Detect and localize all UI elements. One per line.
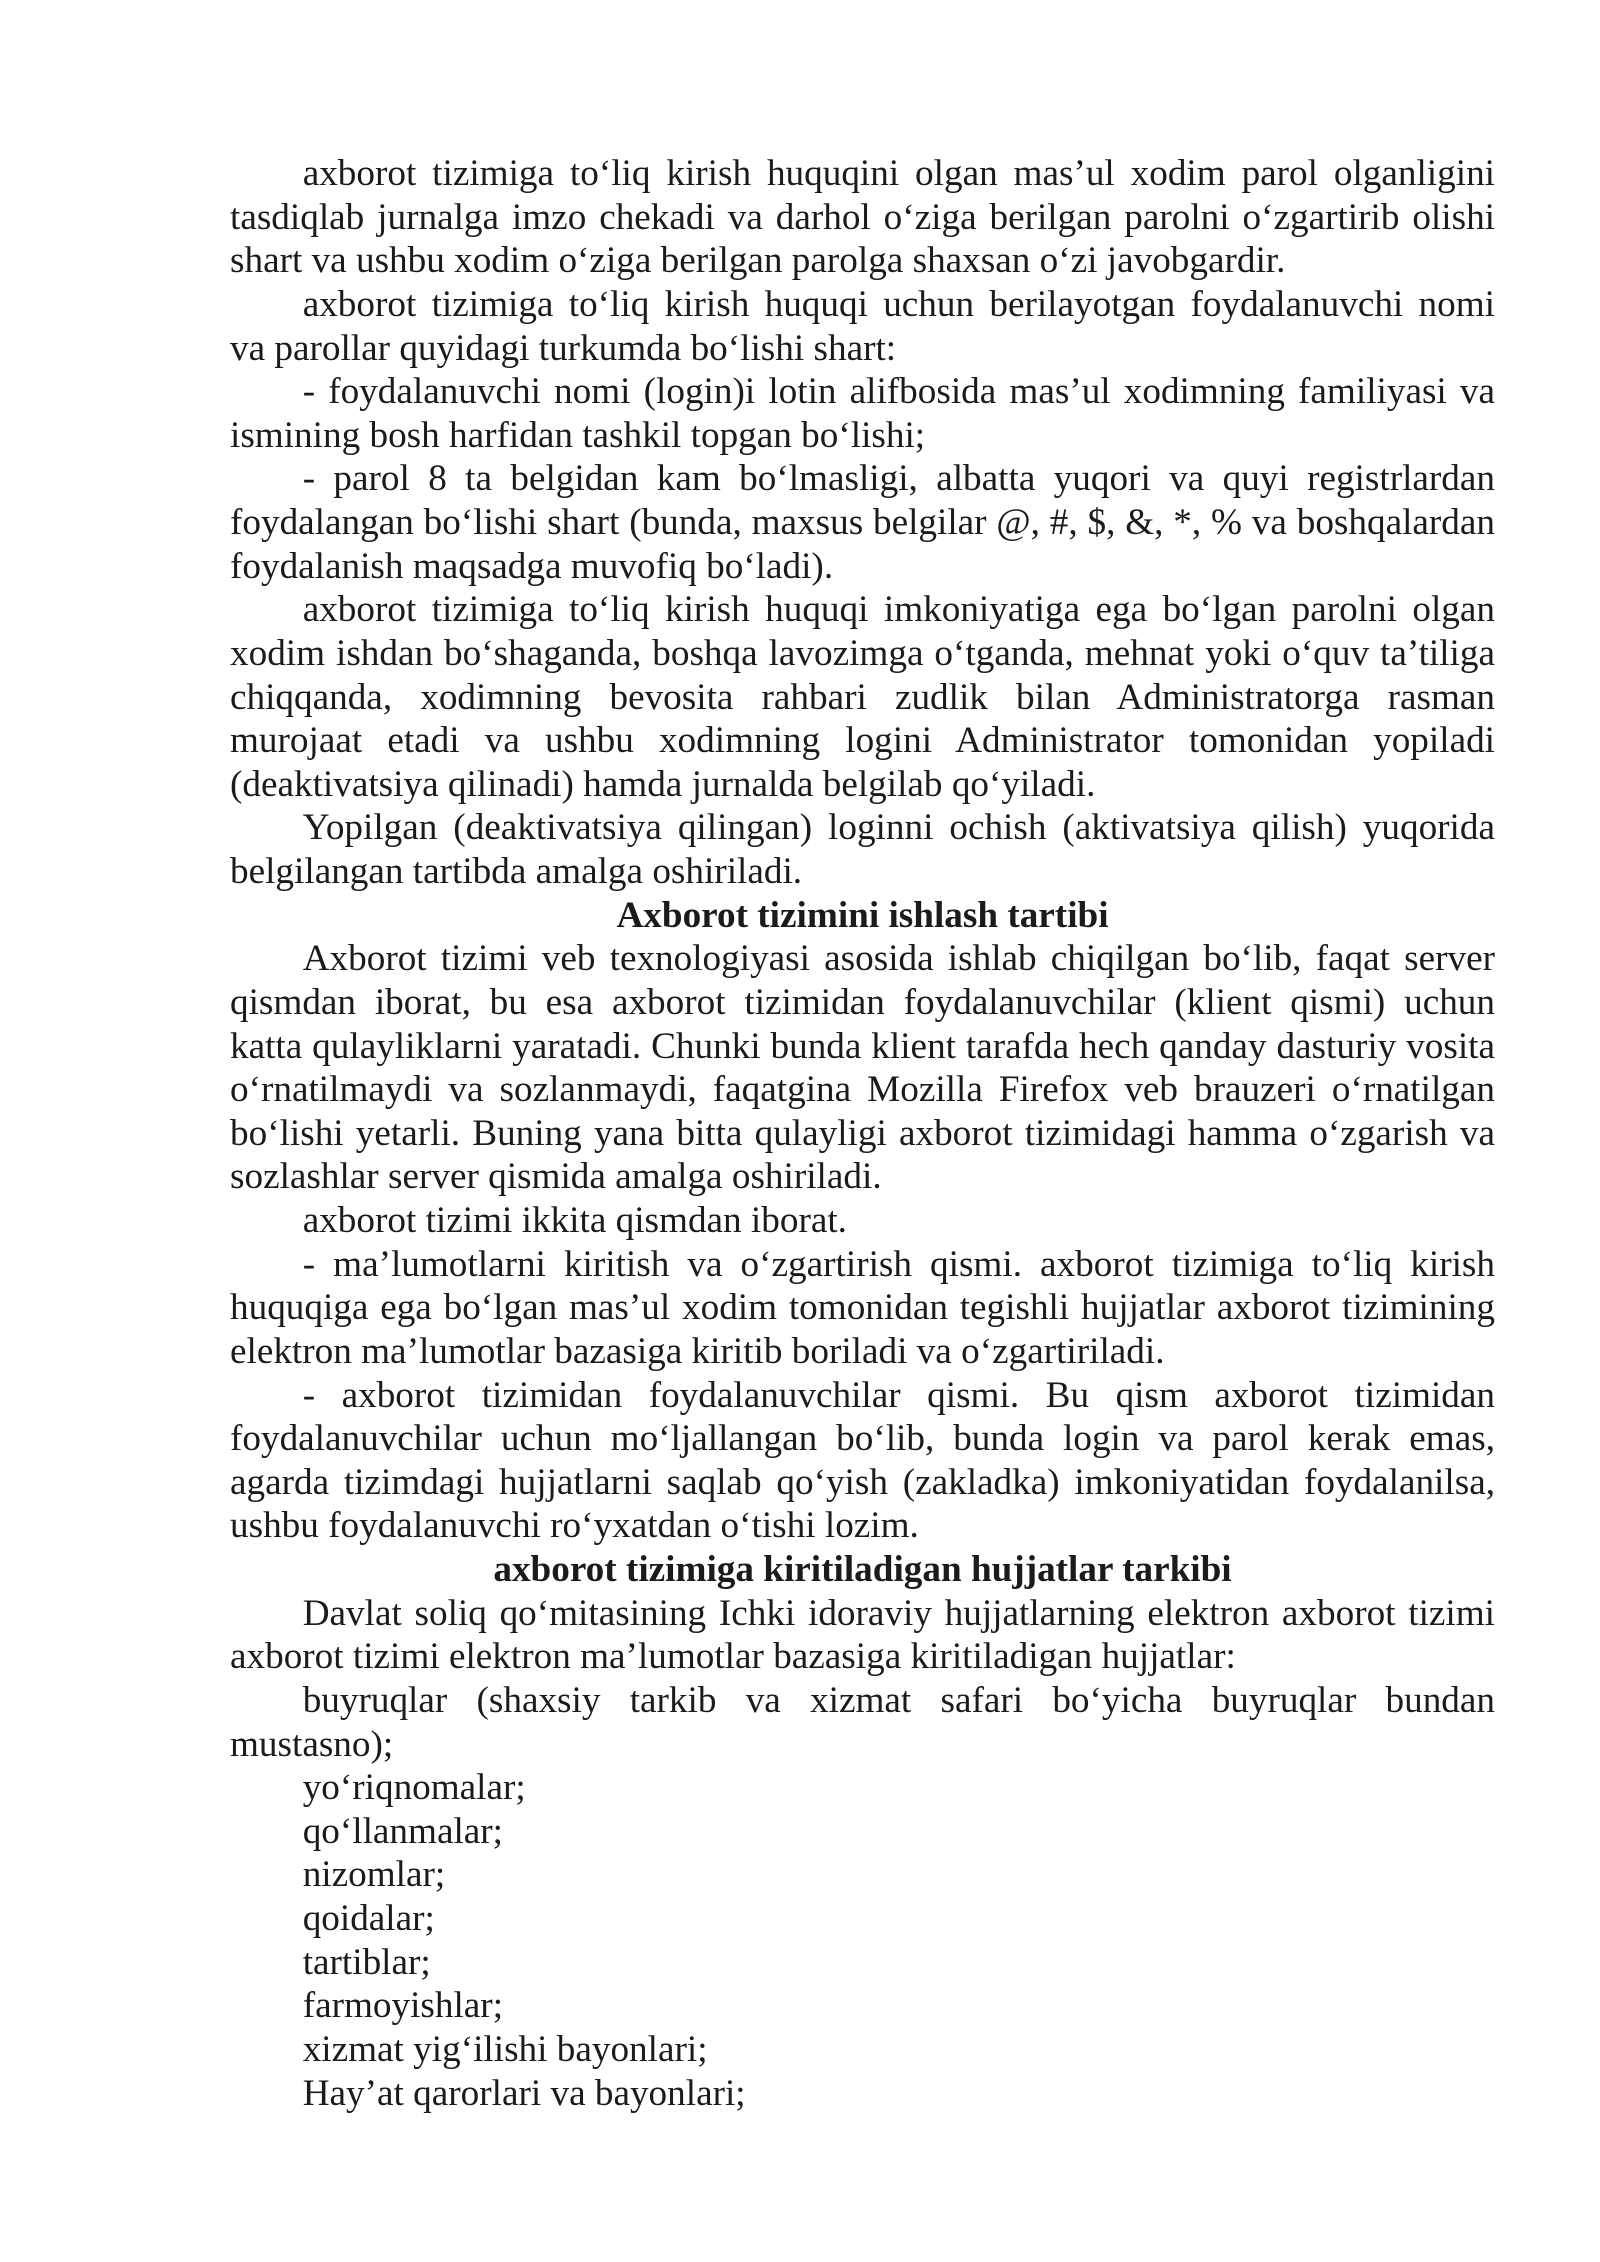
list-item: qo‘llanmalar; xyxy=(302,1810,504,1852)
text-line: foydalangan bo‘lishi shart (bunda, maxsus belgilar @, #, $, &, *, % va boshqalardan xyxy=(230,502,1495,543)
list-item: nizomlar; xyxy=(302,1854,446,1896)
text-line: huquqiga ega bo‘lgan mas’ul xodim tomonidan tegishli hujjatlar axborot tizimining xyxy=(230,1287,1495,1329)
text-line: foydalanish maqsadga muvofiq bo‘ladi). xyxy=(230,545,834,587)
text-line: sozlashlar server qismida amalga oshiriladi. xyxy=(230,1156,882,1198)
text-line: - parol 8 ta belgidan kam bo‘lmasligi, albatta yuqori va quyi registrlardan xyxy=(302,458,1495,500)
text-line: ushbu foydalanuvchi ro‘yxatdan o‘tishi lozim. xyxy=(230,1505,919,1547)
text-line: - ma’lumotlarni kiritish va o‘zgartirish qismi. axborot tizimiga to‘liq kirish xyxy=(302,1243,1495,1285)
dash-list-paragraph xyxy=(230,370,1495,457)
text-line: chiqqanda, xodimning bevosita rahbari zudlik bilan Administratorga rasman xyxy=(230,676,1495,718)
list-item: Hay’at qarorlari va bayonlari; xyxy=(302,2072,746,2114)
paragraph xyxy=(230,588,1495,806)
text-line: axborot tizimiga to‘liq kirish huquqini olgan mas’ul xodim parol olganligini xyxy=(302,153,1495,194)
text-line: o‘rnatilmaydi va sozlanmaydi, faqatgina Mozilla Firefox veb brauzeri o‘rnatilgan xyxy=(230,1069,1495,1111)
paragraph xyxy=(230,152,1495,283)
list-item: yo‘riqnomalar; xyxy=(302,1767,526,1809)
list-item: farmoyishlar; xyxy=(302,1985,504,2027)
text-line: agarda tizimdagi hujjatlarni saqlab qo‘yish (zakladka) imkoniyatidan foydalanilsa, xyxy=(230,1461,1495,1503)
paragraph xyxy=(230,1592,1495,1679)
text-line: Davlat soliq qo‘mitasining Ichki idoraviy hujjatlarning elektron axborot tizimi xyxy=(302,1592,1495,1634)
paragraph xyxy=(230,283,1495,370)
section-ishlash-tartibi xyxy=(230,894,1495,1548)
text-line: Yopilgan (deaktivatsiya qilingan) loginni ochish (aktivatsiya qilish) yuqorida xyxy=(302,807,1495,849)
text-line: mustasno); xyxy=(230,1723,394,1765)
dash-list-paragraph xyxy=(230,457,1495,588)
text-line: Axborot tizimi veb texnologiyasi asosida ishlab chiqilgan bo‘lib, faqat server xyxy=(302,938,1495,980)
list-item: qoidalar; xyxy=(302,1898,435,1939)
text-line: axborot tizimi elektron ma’lumotlar bazasiga kiritiladigan hujjatlar: xyxy=(230,1636,1236,1678)
text-line: xodim ishdan bo‘shaganda, boshqa lavozimga o‘tganda, mehnat yoki o‘quv ta’tiliga xyxy=(230,632,1495,674)
text-line: qismdan iborat, bu esa axborot tizimidan foydalanuvchilar (klient qismi) uchun xyxy=(230,981,1495,1023)
section-heading: Axborot tizimini ishlash tartibi xyxy=(616,894,1109,936)
text-line: axborot tizimi ikkita qismdan iborat. xyxy=(302,1200,847,1241)
text-line: axborot tizimiga to‘liq kirish huquqi imkoniyatiga ega bo‘lgan parolni olgan xyxy=(302,589,1495,631)
text-line: belgilangan tartibda amalga oshiriladi. xyxy=(230,851,803,892)
paragraph xyxy=(230,1199,1495,1243)
text-line: ismining bosh harfidan tashkil topgan bo‘lishi; xyxy=(230,414,926,456)
document-page xyxy=(230,152,1495,2115)
list-item: tartiblar; xyxy=(302,1941,431,1983)
text-line: tasdiqlab jurnalga imzo chekadi va darhol o‘ziga berilgan parolni o‘zgartirib olishi xyxy=(230,196,1495,238)
text-line: shart va ushbu xodim o‘ziga berilgan parolga shaxsan o‘zi javobgardir. xyxy=(230,240,1286,282)
text-line: buyruqlar (shaxsiy tarkib va xizmat safari bo‘yicha buyruqlar bundan xyxy=(302,1679,1495,1721)
text-line: elektron ma’lumotlar bazasiga kiritib boriladi va o‘zgartiriladi. xyxy=(230,1330,1165,1372)
list-item: xizmat yig‘ilishi bayonlari; xyxy=(302,2028,708,2070)
text-line: foydalanuvchilar uchun mo‘ljallangan bo‘lib, bunda login va parol kerak emas, xyxy=(230,1418,1495,1460)
text-line: axborot tizimiga to‘liq kirish huquqi uchun berilayotgan foydalanuvchi nomi xyxy=(302,283,1495,325)
paragraph xyxy=(230,806,1495,893)
text-line: bo‘lishi yetarli. Buning yana bitta qulayligi axborot tizimidagi hamma o‘zgarish va xyxy=(230,1112,1495,1154)
section-hujjatlar-tarkibi xyxy=(230,1548,1495,2115)
section-heading: axborot tizimiga kiritiladigan hujjatlar tarkibi xyxy=(493,1549,1232,1590)
paragraph xyxy=(230,937,1495,1199)
dash-list-paragraph xyxy=(230,1243,1495,1374)
text-line: murojaat etadi va ushbu xodimning logini Administrator tomonidan yopiladi xyxy=(230,720,1495,762)
text-line: - axborot tizimidan foydalanuvchilar qismi. Bu qism axborot tizimidan xyxy=(302,1374,1495,1416)
document-types-list xyxy=(230,1766,1495,2115)
text-line: (deaktivatsiya qilinadi) hamda jurnalda belgilab qo‘yiladi. xyxy=(230,763,1096,805)
dash-list-paragraph xyxy=(230,1374,1495,1549)
text-line: va parollar quyidagi turkumda bo‘lishi shart: xyxy=(230,327,897,369)
paragraph xyxy=(230,1679,1495,1766)
text-line: - foydalanuvchi nomi (login)i lotin alifbosida mas’ul xodimning familiyasi va xyxy=(302,371,1495,413)
text-line: katta qulayliklarni yaratadi. Chunki bunda klient tarafda hech qanday dasturiy vosita xyxy=(230,1025,1495,1067)
